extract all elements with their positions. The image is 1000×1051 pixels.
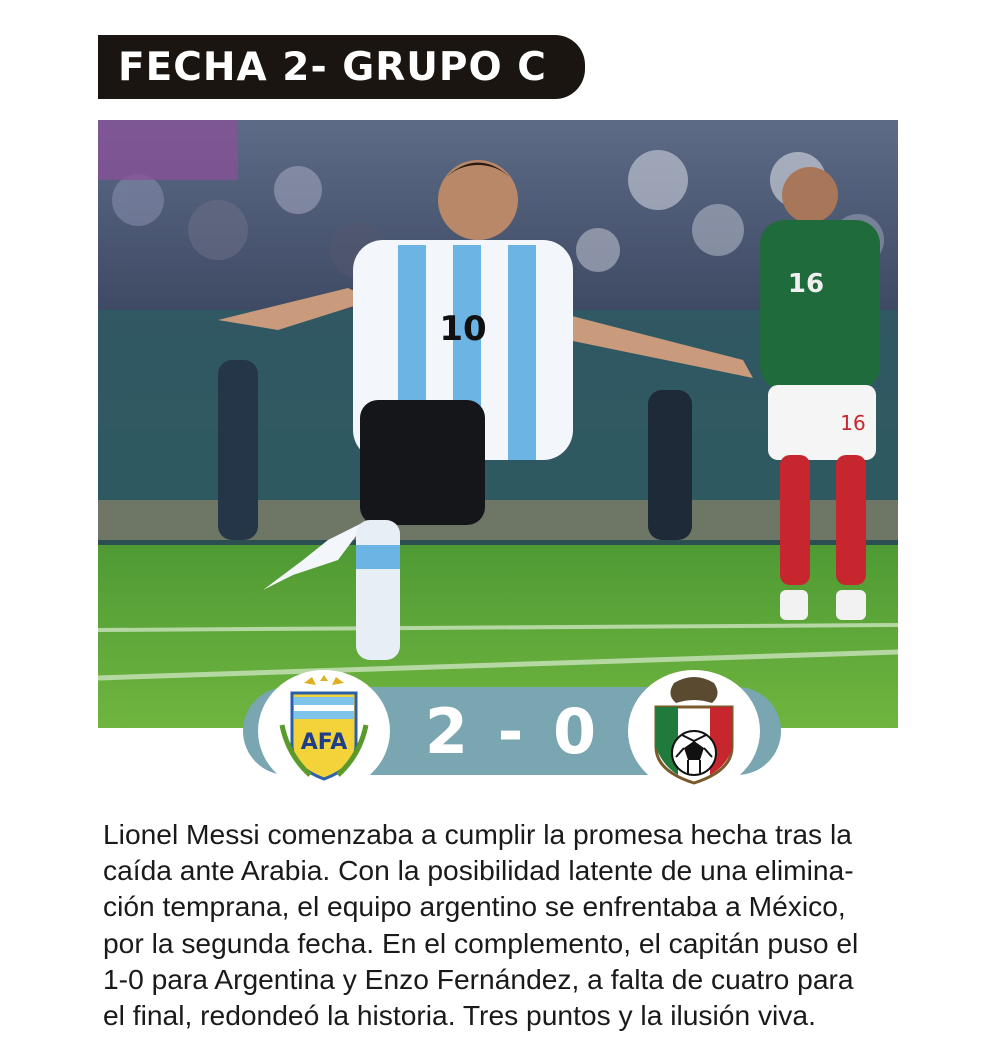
article-body xyxy=(103,816,918,1033)
match-score: 2 - 0 xyxy=(424,694,601,768)
article-line: ción temprana, el equipo argentino se enfrentaba a México, xyxy=(103,890,846,923)
mexico-crest-badge xyxy=(628,670,760,792)
article-line: por la segunda fecha. En el complemento, el capitán puso el xyxy=(103,926,859,959)
opponent-jersey-number: 16 xyxy=(787,269,825,299)
article-line: el final, redondeó la historia. Tres puntos y la ilusión viva. xyxy=(103,999,816,1032)
argentina-crest-badge xyxy=(258,670,390,792)
match-photo xyxy=(98,120,898,728)
section-title: FECHA 2- GRUPO C xyxy=(118,44,547,90)
article-line: caída ante Arabia. Con la posibilidad latente de una elimina- xyxy=(103,854,854,887)
femexfut-crest-icon xyxy=(642,675,746,787)
article-line: 1-0 para Argentina y Enzo Fernández, a falta de cuatro para xyxy=(103,962,854,995)
afa-crest-icon xyxy=(274,675,374,787)
article-line: Lionel Messi comenzaba a cumplir la promesa hecha tras la xyxy=(103,818,852,850)
afa-crest-text: AFA xyxy=(300,730,348,755)
main-player-number: 10 xyxy=(439,309,487,349)
opponent-shorts-number: 16 xyxy=(840,411,866,435)
section-header xyxy=(98,35,585,99)
